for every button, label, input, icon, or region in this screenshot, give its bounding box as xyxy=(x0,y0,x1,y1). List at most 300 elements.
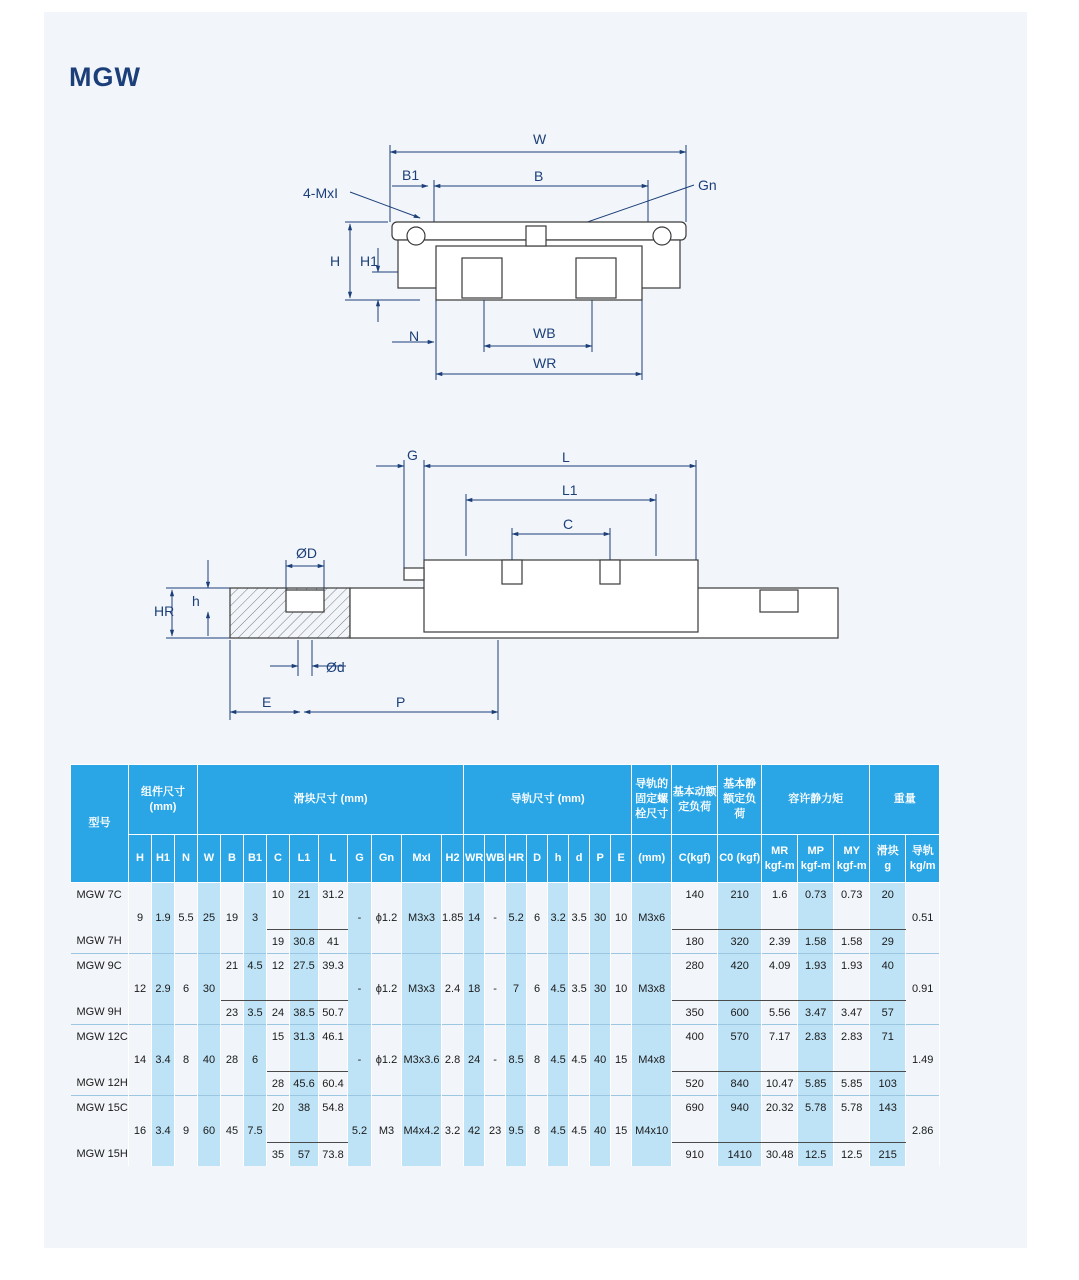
cell-gn: ϕ1.2 xyxy=(372,1048,402,1072)
col-H: H xyxy=(129,835,152,883)
cell-c: 35 xyxy=(267,1143,290,1167)
cell-my: 2.83 xyxy=(834,1025,870,1049)
cell-mp: 1.58 xyxy=(798,930,834,954)
cell-b1 xyxy=(244,1143,267,1167)
cell-b: 23 xyxy=(221,1001,244,1025)
cell-my: 1.58 xyxy=(834,930,870,954)
cell-rail_w: 0.91 xyxy=(906,977,940,1001)
cell-mr xyxy=(762,1119,798,1143)
cell-c0: 600 xyxy=(718,1001,762,1025)
cell-mr: 30.48 xyxy=(762,1143,798,1167)
cell-p xyxy=(590,1001,611,1025)
cell-n: 6 xyxy=(175,977,198,1001)
cell-my: 3.47 xyxy=(834,1001,870,1025)
cell-d xyxy=(527,1025,548,1049)
cell-g: 5.2 xyxy=(348,1119,372,1143)
cell-e: 10 xyxy=(611,977,632,1001)
col-E: E xyxy=(611,835,632,883)
cell-gn xyxy=(372,930,402,954)
cell-rail_w: 1.49 xyxy=(906,1048,940,1072)
cell-c0: 420 xyxy=(718,954,762,978)
cell-g: 40 xyxy=(870,954,906,978)
cell-c: 24 xyxy=(267,1001,290,1025)
cell-rail_w xyxy=(906,883,940,907)
cell-h2 xyxy=(442,883,464,907)
cell-my: 12.5 xyxy=(834,1143,870,1167)
cell-g xyxy=(348,1025,372,1049)
cell-mr xyxy=(762,977,798,1001)
cell-n xyxy=(175,1143,198,1167)
cell-l xyxy=(319,906,348,930)
label-HR: HR xyxy=(154,603,175,619)
cell-bolt xyxy=(632,1072,672,1096)
header-block: 滑块尺寸 (mm) xyxy=(198,765,464,835)
cell-mp xyxy=(798,977,834,1001)
cell-wb xyxy=(485,883,506,907)
cell-g xyxy=(870,977,906,1001)
cell-d xyxy=(527,1072,548,1096)
cell-d: 4.5 xyxy=(569,1119,590,1143)
col-block-weight-label: 滑块 xyxy=(876,844,899,857)
table-row xyxy=(71,954,940,978)
cell-l: 46.1 xyxy=(319,1025,348,1049)
label-WR: WR xyxy=(533,355,557,371)
cell-h: 14 xyxy=(129,1048,152,1072)
cell-w: 30 xyxy=(198,977,221,1001)
cell-g: 57 xyxy=(870,1001,906,1025)
cell-h2 xyxy=(442,954,464,978)
cell-c0: 940 xyxy=(718,1096,762,1120)
cell-cd: 910 xyxy=(672,1143,718,1167)
cell-p xyxy=(590,1025,611,1049)
cell-l: 54.8 xyxy=(319,1096,348,1120)
cell-h1: 3.4 xyxy=(152,1119,175,1143)
col-MxI: MxI xyxy=(402,835,442,883)
col-rail-weight-unit: kg/m xyxy=(909,859,936,872)
header-assembly: 组件尺寸 (mm) xyxy=(129,765,198,835)
cell-gn: ϕ1.2 xyxy=(372,906,402,930)
label-B1: B1 xyxy=(402,167,420,183)
cell-d xyxy=(527,954,548,978)
cell-mp: 1.93 xyxy=(798,954,834,978)
header-static-moment: 容许静力矩 xyxy=(762,765,870,835)
cell-c0: 840 xyxy=(718,1072,762,1096)
cell-b1: 3.5 xyxy=(244,1001,267,1025)
cell-l1 xyxy=(290,1119,319,1143)
table-row xyxy=(71,1025,940,1049)
cell-my: 0.73 xyxy=(834,883,870,907)
cell-h1 xyxy=(152,954,175,978)
label-phi-d: Ød xyxy=(326,659,345,675)
cell-my: 5.85 xyxy=(834,1072,870,1096)
cell-cd: 350 xyxy=(672,1001,718,1025)
cell-b xyxy=(221,1072,244,1096)
cell-h xyxy=(548,1025,569,1049)
cell-w xyxy=(198,883,221,907)
table-row xyxy=(71,1096,940,1120)
cell-h xyxy=(548,1001,569,1025)
col-d: d xyxy=(569,835,590,883)
label-H: H xyxy=(330,253,341,269)
cell-l1: 57 xyxy=(290,1143,319,1167)
cell-d: 3.5 xyxy=(569,906,590,930)
col-N: N xyxy=(175,835,198,883)
cell-d xyxy=(527,1143,548,1167)
col-MY-label: MY xyxy=(843,844,860,857)
cell-h: 12 xyxy=(129,977,152,1001)
cell-h1: 3.4 xyxy=(152,1048,175,1072)
cell-gn: ϕ1.2 xyxy=(372,977,402,1001)
cell-g: 20 xyxy=(870,883,906,907)
col-C0-kgf: C0 (kgf) xyxy=(718,835,762,883)
cell-l1: 21 xyxy=(290,883,319,907)
cell-l: 31.2 xyxy=(319,883,348,907)
cell-wr xyxy=(464,930,485,954)
col-D: D xyxy=(527,835,548,883)
col-WR: WR xyxy=(464,835,485,883)
cell-gn xyxy=(372,1096,402,1120)
col-WB: WB xyxy=(485,835,506,883)
cell-mxi xyxy=(402,1096,442,1120)
cell-rail_w: 0.51 xyxy=(906,906,940,930)
cell-h1 xyxy=(152,1096,175,1120)
cell-d xyxy=(569,1001,590,1025)
cell-g: 29 xyxy=(870,930,906,954)
cell-h xyxy=(548,954,569,978)
cell-h: 4.5 xyxy=(548,977,569,1001)
cell-wr: 24 xyxy=(464,1048,485,1072)
spec-table xyxy=(70,764,940,1166)
cell-mp: 5.78 xyxy=(798,1096,834,1120)
label-Gn: Gn xyxy=(698,177,717,193)
cell-d xyxy=(527,930,548,954)
cell-e: 15 xyxy=(611,1119,632,1143)
cell-p xyxy=(590,883,611,907)
cell-rail_w xyxy=(906,954,940,978)
cell-w xyxy=(198,1025,221,1049)
cell-n xyxy=(175,1096,198,1120)
cell-g xyxy=(348,1096,372,1120)
cell-n: 9 xyxy=(175,1119,198,1143)
cell-model: MGW 9H xyxy=(71,1001,129,1025)
label-G: G xyxy=(407,447,418,463)
label-B: B xyxy=(534,168,544,184)
cell-bolt xyxy=(632,954,672,978)
cell-h2: 1.85 xyxy=(442,906,464,930)
cell-c xyxy=(267,1048,290,1072)
cell-my xyxy=(834,977,870,1001)
cell-l1 xyxy=(290,977,319,1001)
cell-mp: 5.85 xyxy=(798,1072,834,1096)
cell-h1 xyxy=(152,883,175,907)
cell-c xyxy=(267,906,290,930)
col-C-kgf: C(kgf) xyxy=(672,835,718,883)
cell-cd: 400 xyxy=(672,1025,718,1049)
col-MP-label: MP xyxy=(807,844,824,857)
cell-gn xyxy=(372,1001,402,1025)
cell-gn: M3 xyxy=(372,1119,402,1143)
col-rail-weight xyxy=(906,835,940,883)
cell-mr: 5.56 xyxy=(762,1001,798,1025)
cell-cd: 690 xyxy=(672,1096,718,1120)
cell-w: 40 xyxy=(198,1048,221,1072)
sub-header-row xyxy=(71,835,940,883)
cell-hr: 7 xyxy=(506,977,527,1001)
cell-d: 6 xyxy=(527,977,548,1001)
table-row xyxy=(71,883,940,907)
label-L: L xyxy=(562,449,570,465)
cell-h2: 3.2 xyxy=(442,1119,464,1143)
table-row xyxy=(71,906,940,930)
cell-cd: 280 xyxy=(672,954,718,978)
cell-d: 6 xyxy=(527,906,548,930)
cell-wr xyxy=(464,1143,485,1167)
cell-hr: 9.5 xyxy=(506,1119,527,1143)
cell-p xyxy=(590,930,611,954)
cell-l: 39.3 xyxy=(319,954,348,978)
cell-model: MGW 9C xyxy=(71,954,129,978)
cell-h xyxy=(129,883,152,907)
cell-b xyxy=(221,1143,244,1167)
cell-b1 xyxy=(244,1025,267,1049)
cell-cd xyxy=(672,1119,718,1143)
cell-model: MGW 12C xyxy=(71,1025,129,1049)
cell-g xyxy=(348,930,372,954)
cell-rail_w xyxy=(906,1096,940,1120)
cell-b xyxy=(221,883,244,907)
cell-wb xyxy=(485,1001,506,1025)
col-rail-weight-label: 导轨 xyxy=(911,844,934,857)
label-E: E xyxy=(262,694,272,710)
cell-e xyxy=(611,930,632,954)
cell-g: 71 xyxy=(870,1025,906,1049)
cell-b xyxy=(221,1096,244,1120)
cell-h1 xyxy=(152,1001,175,1025)
cell-b: 45 xyxy=(221,1119,244,1143)
cell-wb: - xyxy=(485,906,506,930)
cell-h xyxy=(129,1143,152,1167)
header-model: 型号 xyxy=(71,765,129,883)
cell-p xyxy=(590,1096,611,1120)
cell-model: MGW 12H xyxy=(71,1072,129,1096)
cell-wr: 18 xyxy=(464,977,485,1001)
label-WB: WB xyxy=(533,325,556,341)
cell-d xyxy=(569,1096,590,1120)
cell-e xyxy=(611,1001,632,1025)
cell-d: 3.5 xyxy=(569,977,590,1001)
cell-my xyxy=(834,1119,870,1143)
cell-l: 41 xyxy=(319,930,348,954)
cell-l1 xyxy=(290,906,319,930)
cell-model xyxy=(71,1048,129,1072)
cell-d xyxy=(569,1143,590,1167)
cell-w xyxy=(198,930,221,954)
cell-model: MGW 15C xyxy=(71,1096,129,1120)
table-row xyxy=(71,977,940,1001)
cell-bolt: M3x6 xyxy=(632,906,672,930)
cell-n xyxy=(175,883,198,907)
cell-mr xyxy=(762,1048,798,1072)
header-static-load: 基本静额定负荷 xyxy=(718,765,762,835)
cell-h1: 2.9 xyxy=(152,977,175,1001)
cell-mxi xyxy=(402,1025,442,1049)
cell-wb xyxy=(485,930,506,954)
cell-gn xyxy=(372,1143,402,1167)
col-H1: H1 xyxy=(152,835,175,883)
cell-b1: 7.5 xyxy=(244,1119,267,1143)
cell-e xyxy=(611,1143,632,1167)
col-h: h xyxy=(548,835,569,883)
cell-w: 60 xyxy=(198,1119,221,1143)
cell-p xyxy=(590,954,611,978)
cell-n xyxy=(175,954,198,978)
cell-hr xyxy=(506,1001,527,1025)
cell-h2: 2.4 xyxy=(442,977,464,1001)
cell-h1: 1.9 xyxy=(152,906,175,930)
cell-b1 xyxy=(244,883,267,907)
cell-h2 xyxy=(442,1025,464,1049)
cell-wb xyxy=(485,1072,506,1096)
cell-mr: 20.32 xyxy=(762,1096,798,1120)
cell-mp: 3.47 xyxy=(798,1001,834,1025)
col-MR-label: MR xyxy=(771,844,789,857)
cell-g: 103 xyxy=(870,1072,906,1096)
cell-d xyxy=(569,883,590,907)
cell-n xyxy=(175,930,198,954)
cell-g xyxy=(870,1119,906,1143)
cell-c0: 1410 xyxy=(718,1143,762,1167)
cell-c0 xyxy=(718,1119,762,1143)
col-MP-unit: kgf-m xyxy=(800,859,831,872)
col-MR xyxy=(762,835,798,883)
cell-mxi: M3x3 xyxy=(402,906,442,930)
cell-wr xyxy=(464,1096,485,1120)
cell-mp: 0.73 xyxy=(798,883,834,907)
cell-e: 10 xyxy=(611,906,632,930)
cell-b: 19 xyxy=(221,906,244,930)
label-4-MxI: 4-MxI xyxy=(303,185,338,201)
cell-mp xyxy=(798,1119,834,1143)
cell-n xyxy=(175,1072,198,1096)
cell-p: 30 xyxy=(590,977,611,1001)
cell-rail_w: 2.86 xyxy=(906,1119,940,1143)
cell-wb xyxy=(485,954,506,978)
cell-w: 25 xyxy=(198,906,221,930)
cell-hr xyxy=(506,954,527,978)
cell-bolt xyxy=(632,1096,672,1120)
cell-n: 5.5 xyxy=(175,906,198,930)
cell-h2 xyxy=(442,1143,464,1167)
cell-g: - xyxy=(348,977,372,1001)
cell-c: 19 xyxy=(267,930,290,954)
cell-rail_w xyxy=(906,1025,940,1049)
cell-c: 15 xyxy=(267,1025,290,1049)
cell-mr: 7.17 xyxy=(762,1025,798,1049)
cell-h2 xyxy=(442,1001,464,1025)
cell-model: MGW 7H xyxy=(71,930,129,954)
table-row xyxy=(71,1001,940,1025)
col-block-weight xyxy=(870,835,906,883)
cell-cd: 520 xyxy=(672,1072,718,1096)
table-row xyxy=(71,930,940,954)
cell-gn xyxy=(372,883,402,907)
cell-bolt xyxy=(632,1025,672,1049)
cell-l1: 38.5 xyxy=(290,1001,319,1025)
cell-g: - xyxy=(348,906,372,930)
cell-wr xyxy=(464,1072,485,1096)
label-P: P xyxy=(396,694,406,710)
cell-w xyxy=(198,1072,221,1096)
cell-wr xyxy=(464,883,485,907)
label-L1: L1 xyxy=(562,482,578,498)
cell-h1 xyxy=(152,1143,175,1167)
cell-d xyxy=(569,930,590,954)
table-row xyxy=(71,1048,940,1072)
cell-my xyxy=(834,1048,870,1072)
cell-d: 8 xyxy=(527,1119,548,1143)
cell-h: 4.5 xyxy=(548,1119,569,1143)
cell-h xyxy=(129,1025,152,1049)
cell-mr: 4.09 xyxy=(762,954,798,978)
cell-hr xyxy=(506,1096,527,1120)
cell-h xyxy=(129,930,152,954)
cell-c xyxy=(267,1119,290,1143)
cell-h2 xyxy=(442,1072,464,1096)
table-row xyxy=(71,1072,940,1096)
cell-h xyxy=(548,883,569,907)
cell-h xyxy=(129,1072,152,1096)
cell-c: 20 xyxy=(267,1096,290,1120)
cell-b1 xyxy=(244,1072,267,1096)
cell-e xyxy=(611,1096,632,1120)
col-L1: L1 xyxy=(290,835,319,883)
header-dynamic-load: 基本动额定负荷 xyxy=(672,765,718,835)
cell-b xyxy=(221,930,244,954)
header-rail: 导轨尺寸 (mm) xyxy=(464,765,632,835)
cell-e xyxy=(611,1025,632,1049)
col-G: G xyxy=(348,835,372,883)
cell-hr: 8.5 xyxy=(506,1048,527,1072)
col-B1: B1 xyxy=(244,835,267,883)
col-H2: H2 xyxy=(442,835,464,883)
header-weight: 重量 xyxy=(870,765,940,835)
table-row xyxy=(71,1143,940,1167)
cell-h xyxy=(129,1001,152,1025)
cell-h: 16 xyxy=(129,1119,152,1143)
col-HR: HR xyxy=(506,835,527,883)
cell-b1 xyxy=(244,930,267,954)
cell-w xyxy=(198,1001,221,1025)
cell-e xyxy=(611,954,632,978)
cell-my xyxy=(834,906,870,930)
cell-wb: - xyxy=(485,977,506,1001)
cell-hr: 5.2 xyxy=(506,906,527,930)
cell-hr xyxy=(506,1025,527,1049)
header-rail-bolt: 导轨的固定螺栓尺寸 xyxy=(632,765,672,835)
cell-bolt: M4x8 xyxy=(632,1048,672,1072)
cell-g xyxy=(870,906,906,930)
cell-mp: 12.5 xyxy=(798,1143,834,1167)
cell-l xyxy=(319,977,348,1001)
cell-mp xyxy=(798,1048,834,1072)
label-h: h xyxy=(192,593,200,609)
cell-rail_w xyxy=(906,1072,940,1096)
cell-bolt xyxy=(632,1001,672,1025)
cell-b1: 6 xyxy=(244,1048,267,1072)
cell-bolt xyxy=(632,1143,672,1167)
cell-p: 40 xyxy=(590,1119,611,1143)
cell-d: 4.5 xyxy=(569,1048,590,1072)
